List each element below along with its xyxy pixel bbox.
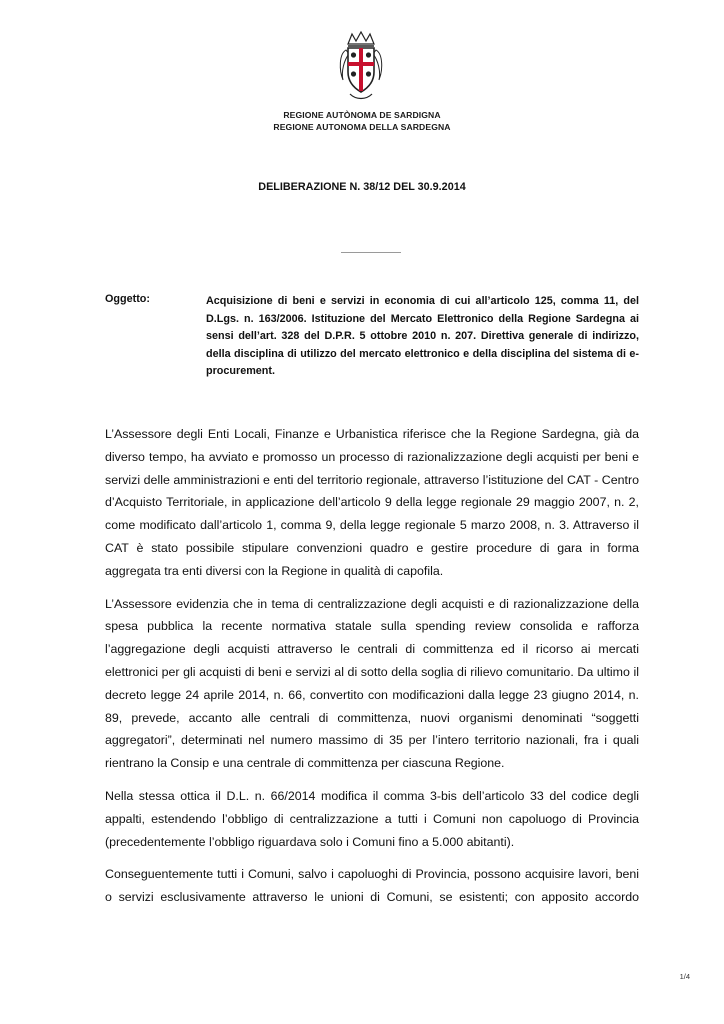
regione-sardegna-coat-of-arms xyxy=(338,30,384,102)
subject-label: Oggetto: xyxy=(105,293,150,305)
document-body xyxy=(105,423,639,919)
body-paragraph: Nella stessa ottica il D.L. n. 66/2014 modifica il comma 3-bis dell’articolo 33 del codice degli appalti, estendendo l’obbligo di centralizzazione a tutti i Comuni non capoluogo di Provincia (precedentemente l’obbligo riguardava solo i Comuni fino a 5.000 abitanti). xyxy=(105,788,639,849)
body-paragraph: Conseguentemente tutti i Comuni, salvo i capoluoghi di Provincia, possono acquisire lavori, beni o servizi esclusivamente attraverso le unioni di Comuni, se esistenti; con apposito accordo xyxy=(105,867,639,905)
document-title: DELIBERAZIONE N. 38/12 DEL 30.9.2014 xyxy=(258,181,466,193)
body-paragraph: L’Assessore degli Enti Locali, Finanze e Urbanistica riferisce che la Regione Sardegna, già da diverso tempo, ha avviato e promosso un processo di razionalizzazione degli acquisti per beni e servizi delle amministrazioni e enti del territorio regionale, attraverso l’istituzione del CAT - Centro d’Acquisto Territoriale, in applicazione dell’articolo 9 della legge regionale 29 maggio 2007, n. 2, come modificato dall’articolo 1, comma 9, della legge regionale 5 marzo 2008, n. 3. Attraverso il CAT è stato possibile stipulare convenzioni quadro e gestire procedure di gara in forma aggregata tra enti diversi con la Regione in qualità di capofila. xyxy=(105,427,639,578)
region-name-italian: REGIONE AUTONOMA DELLA SARDEGNA xyxy=(273,122,451,132)
page-number: 1/4 xyxy=(679,972,690,981)
subject-text: Acquisizione di beni e servizi in economia di cui all’articolo 125, comma 11, del D.Lgs. n. 163/2006. Istituzione del Mercato Elettronico della Regione Sardegna ai sensi dell’art. 328 del D.P.R. 5 ottobre 2010 n. 207. Direttiva generale di indirizzo, della disciplina di utilizzo del mercato elettronico e della disciplina del sistema di e-procurement. xyxy=(206,295,639,377)
region-name-sardinian: REGIONE AUTÒNOMA DE SARDIGNA xyxy=(283,110,441,120)
body-paragraph: L’Assessore evidenzia che in tema di centralizzazione degli acquisti e di razionalizzazione della spesa pubblica la recente normativa statale sulla spending review consolida e rafforza l’aggregazione degli acquisti attraverso le centrali di committenza ed il ricorso ai mercati elettronici per gli acquisti di beni e servizi al di sotto della soglia di rilievo comunitario. Da ultimo il decreto legge 24 aprile 2014, n. 66, convertito con modificazioni dalla legge 23 giugno 2014, n. 89, prevede, accanto alle centrali di committenza, nuovi organismi denominati “soggetti aggregatori”, determinati nel numero massimo di 35 per l’intero territorio nazionali, fra i quali rientrano la Consip e una centrale di committenza per ciascuna Regione. xyxy=(105,596,639,771)
title-divider xyxy=(341,252,401,253)
